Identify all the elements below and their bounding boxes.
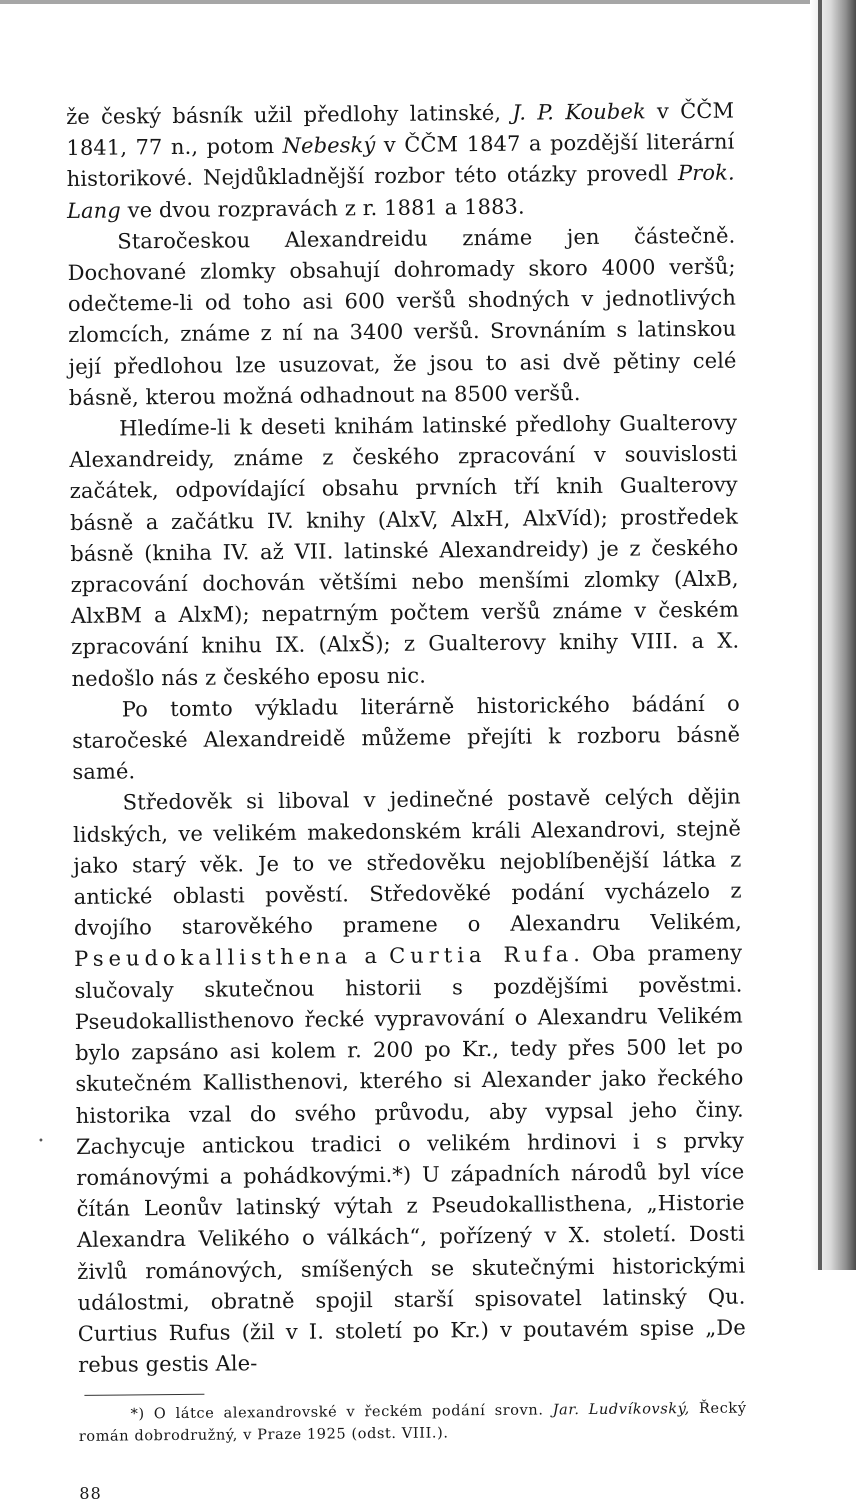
scan-speck: • — [38, 1136, 44, 1147]
italic-name: Prok. Lang — [66, 160, 735, 223]
text-run: . Oba prameny slučovaly skutečnou historii s pozdějšími pověstmi. Pseudokallisthenovo řecké vypravování o Alexandru Velikém bylo zapsáno asi kolem r. 200 po Kr., tedy přes 500 let po skutečném Kallisthenovi, kterého si Alexander jako řeckého historika vzal do svého průvodu, aby vypsal jeho činy. Zachycuje antickou tradici o velikém hrdinovi i s prvky románovými a pohádkovými.*) U západních národů byl více čítán Leonův latinský výtah z Pseudokallisthena, „Historie Alexandra Velikého o válkách“, pořízený v X. století. Dosti živlů románových, smíšených se skutečnými historickými událostmi, obratně spojil starší spisovatel latinský Qu. Curtius Rufus (žil v I. století po Kr.) v poutavém spise „De rebus gestis Ale- — [74, 941, 746, 1378]
body-text — [66, 96, 746, 1382]
paragraph — [73, 782, 747, 1381]
text-run: Po tomto výkladu literárně historického bádání o staročeské Alexandreidě můžeme přejíti k rozboru básně samé. — [72, 691, 741, 785]
text-run: v ČČM 1847 a pozdější literární historikové. Nejdůkladnější rozbor této otázky provedl — [66, 129, 735, 192]
book-page — [66, 96, 747, 1503]
text-run: Řecký román dobrodružný, v Praze 1925 (odst. VIII.). — [78, 1400, 747, 1446]
scan-binding-line — [818, 0, 822, 1270]
italic-name: Nebeský — [282, 133, 376, 159]
footnote-divider — [84, 1394, 204, 1396]
text-run: Staročeskou Alexandreidu známe jen částečně. Dochované zlomky obsahují dohromady skoro 4000 veršů; odečteme-li od toho asi 600 veršů shodných v jednotlivých zlomcích, známe z ní na 3400 veršů. Srovnáním s latinskou její předlohou lze usuzovat, že jsou to asi dvě pětiny celé básně, kterou možná odhadnout na 8500 veršů. — [67, 223, 737, 410]
paragraph — [67, 220, 737, 414]
scan-top-edge — [0, 0, 830, 4]
text-run: Hledíme-li k deseti knihám latinské předlohy Gualterovy Alexandreidy, známe z českého zpracování v souvislosti začátek, odpovídající obsahu prvních tří knih Gualterovy básně a začátku IV. knihy (AlxV, AlxH, AlxVíd); prostředek básně (kniha IV. až VII. latinské Alexandreidy) je z českého zpracování dochován většími nebo menšími zlomky (AlxB, AlxBM a AlxM); nepatrným počtem veršů známe v českém zpracování knihu IX. (AlxŠ); z Gualterovy knihy VIII. a X. nedošlo nás z českého eposu nic. — [69, 410, 740, 691]
paragraph — [72, 688, 741, 788]
footnote — [79, 1398, 747, 1448]
spaced-emphasis: Pseudokallisthena — [74, 944, 353, 972]
spaced-emphasis: Curtia Rufa — [389, 942, 574, 969]
paragraph — [66, 96, 735, 227]
text-run: a — [352, 944, 390, 969]
scan-page-edge-shadow — [810, 0, 856, 1270]
text-run: že český básník užil předlohy latinské, — [66, 100, 513, 129]
italic-name: J. P. Koubek — [512, 99, 646, 125]
paragraph — [69, 408, 740, 695]
text-run: ve dvou rozpravách z r. 1881 a 1883. — [120, 194, 525, 223]
text-run: *) O látce alexandrovské v řeckém podání srovn. — [130, 1402, 553, 1423]
text-run: Středověk si liboval v jedinečné postavě celých dějin lidských, ve velikém makedonském králi Alexandrovi, stejně jako starý věk. Je to ve středověku nejoblíbenější látka z antické oblasti pověstí. Středověké podání vycházelo z dvojího starověkého pramene o Alexandru Velikém, — [72, 785, 743, 941]
italic-name: Jar. Ludvíkovský, — [552, 1401, 690, 1419]
page-number: 88 — [79, 1484, 102, 1503]
text-run: v ČČM 1841, 77 n., potom — [66, 98, 735, 161]
